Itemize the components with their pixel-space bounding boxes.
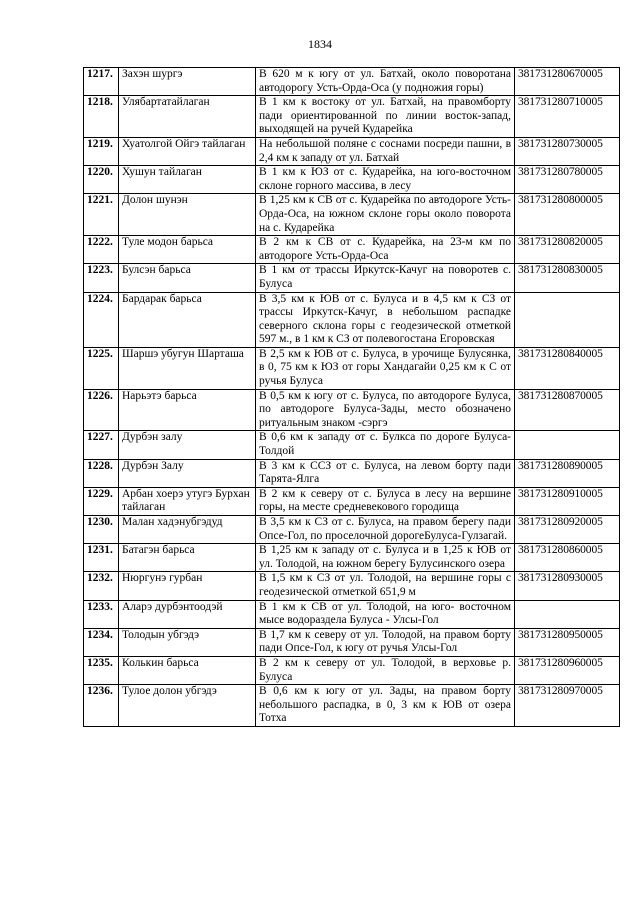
- registry-code: 381731280820005: [515, 236, 620, 264]
- registry-code: [515, 431, 620, 459]
- monument-location: На небольшой поляне с соснами посреди пашни, в 2,4 км к западу от ул. Батхай: [256, 137, 515, 165]
- monument-name: Колькин барьса: [119, 656, 256, 684]
- monument-name: Хуатолгой Ойгэ тайлаган: [119, 137, 256, 165]
- registry-code: 381731280910005: [515, 487, 620, 515]
- table-row: [84, 194, 620, 236]
- monument-location: В 2 км к северу от с. Булуса в лесу на вершине горы, на месте средневекового городища: [256, 487, 515, 515]
- registry-code: 381731280930005: [515, 572, 620, 600]
- monument-location: В 2 км к северу от ул. Толодой, в верховье р. Булуса: [256, 656, 515, 684]
- table-row: [84, 516, 620, 544]
- monument-location: В 0,5 км к югу от с. Булуса, по автодороге Булуса, по автодороге Булуса-Зады, место обозначено ритуальным знаком -сэргэ: [256, 389, 515, 431]
- table-row: [84, 292, 620, 347]
- monument-name: Батагэн барьса: [119, 544, 256, 572]
- registry-code: 381731280860005: [515, 544, 620, 572]
- row-number: 1221.: [84, 194, 119, 236]
- row-number: 1226.: [84, 389, 119, 431]
- table-body: [84, 68, 620, 727]
- table-row: [84, 166, 620, 194]
- table-row: [84, 459, 620, 487]
- table-row: [84, 572, 620, 600]
- registry-code: [515, 292, 620, 347]
- registry-code: 381731280920005: [515, 516, 620, 544]
- monument-location: В 1,7 км к северу от ул. Толодой, на правом борту пади Опсе-Гол, к югу от ручья Улсы-Гол: [256, 628, 515, 656]
- monument-name: Дурбэн залу: [119, 431, 256, 459]
- monument-location: В 620 м к югу от ул. Батхай, около поворотана автодорогу Усть-Орда-Оса (у подножия горы): [256, 68, 515, 96]
- monument-location: В 1 км к ЮЗ от с. Кударейка, на юго-восточном склоне горного массива, в лесу: [256, 166, 515, 194]
- monument-name: Долон шунэн: [119, 194, 256, 236]
- table-row: [84, 96, 620, 138]
- monument-location: В 2 км к СВ от с. Кударейка, на 23-м км по автодороге Усть-Орда-Оса: [256, 236, 515, 264]
- row-number: 1231.: [84, 544, 119, 572]
- table-row: [84, 236, 620, 264]
- registry-code: 381731280890005: [515, 459, 620, 487]
- monument-name: Аларэ дурбэнтоодэй: [119, 600, 256, 628]
- monument-name: Булсэн барьса: [119, 264, 256, 292]
- row-number: 1219.: [84, 137, 119, 165]
- monument-location: В 0,6 км к югу от ул. Зады, на правом борту небольшого распадка, в 0, 3 км к ЮВ от озера Тотха: [256, 685, 515, 727]
- registry-code: 381731280830005: [515, 264, 620, 292]
- row-number: 1228.: [84, 459, 119, 487]
- table-row: [84, 628, 620, 656]
- registry-code: 381731280780005: [515, 166, 620, 194]
- monument-location: В 2,5 км к ЮВ от с. Булуса, в урочище Булусянка, в 0, 75 км к ЮЗ от горы Хандагайи 0,25 км к С от ручья Булуса: [256, 347, 515, 389]
- registry-code: 381731280840005: [515, 347, 620, 389]
- monument-name: Захэн шургэ: [119, 68, 256, 96]
- row-number: 1227.: [84, 431, 119, 459]
- registry-code: 381731280870005: [515, 389, 620, 431]
- table-row: [84, 137, 620, 165]
- monument-location: В 3,5 км к СЗ от с. Булуса, на правом берегу пади Опсе-Гол, по проселочной дорогеБулуса-Гулзагай.: [256, 516, 515, 544]
- table-row: [84, 685, 620, 727]
- monument-name: Туле модон барьса: [119, 236, 256, 264]
- row-number: 1218.: [84, 96, 119, 138]
- monument-name: Бардарак барьса: [119, 292, 256, 347]
- row-number: 1232.: [84, 572, 119, 600]
- table-row: [84, 431, 620, 459]
- registry-code: 381731280710005: [515, 96, 620, 138]
- table-row: [84, 347, 620, 389]
- row-number: 1229.: [84, 487, 119, 515]
- table-row: [84, 656, 620, 684]
- registry-code: 381731280950005: [515, 628, 620, 656]
- registry-code: 381731280800005: [515, 194, 620, 236]
- monument-name: Тулое долон убгэдэ: [119, 685, 256, 727]
- row-number: 1223.: [84, 264, 119, 292]
- monument-registry-table: [83, 67, 620, 727]
- monument-name: Дурбэн Залу: [119, 459, 256, 487]
- row-number: 1236.: [84, 685, 119, 727]
- row-number: 1234.: [84, 628, 119, 656]
- monument-name: Нарьэтэ барьса: [119, 389, 256, 431]
- monument-name: Улябартатайлаган: [119, 96, 256, 138]
- table-row: [84, 600, 620, 628]
- monument-name: Малан хадэнубгэдуд: [119, 516, 256, 544]
- monument-location: В 1 км от трассы Иркутск-Качуг на поворотев с. Булуса: [256, 264, 515, 292]
- monument-name: Толодын убгэдэ: [119, 628, 256, 656]
- monument-location: В 3,5 км к ЮВ от с. Булуса и в 4,5 км к СЗ от трассы Иркутск-Качуг, в небольшом распадке северного склона горы с геодезической отметкой 597 м., в 1 км к СЗ от полевогостана Егоровская: [256, 292, 515, 347]
- monument-name: Хушун тайлаган: [119, 166, 256, 194]
- table-row: [84, 264, 620, 292]
- row-number: 1220.: [84, 166, 119, 194]
- row-number: 1217.: [84, 68, 119, 96]
- monument-location: В 1 км к СВ от ул. Толодой, на юго- восточном мысе водораздела Булуса - Улсы-Гол: [256, 600, 515, 628]
- registry-code: 381731280960005: [515, 656, 620, 684]
- monument-location: В 0,6 км к западу от с. Булкса по дороге Булуса-Толдой: [256, 431, 515, 459]
- table-row: [84, 544, 620, 572]
- monument-location: В 1 км к востоку от ул. Батхай, на правомборту пади ориентированной по линии восток-запад, выходящей на ручей Кударейка: [256, 96, 515, 138]
- table-row: [84, 68, 620, 96]
- monument-location: В 3 км к ССЗ от с. Булуса, на левом борту пади Тарята-Ялга: [256, 459, 515, 487]
- row-number: 1222.: [84, 236, 119, 264]
- monument-name: Арбан хоерэ утугэ Бурхан тайлаган: [119, 487, 256, 515]
- registry-code: 381731280670005: [515, 68, 620, 96]
- table-row: [84, 487, 620, 515]
- row-number: 1233.: [84, 600, 119, 628]
- monument-location: В 1,5 км к СЗ от ул. Толодой, на вершине горы с геодезической отметкой 651,9 м: [256, 572, 515, 600]
- registry-code: 381731280730005: [515, 137, 620, 165]
- table-row: [84, 389, 620, 431]
- monument-location: В 1,25 км к западу от с. Булуса и в 1,25 к ЮВ от ул. Толодой, на южном берегу Булусинского озера: [256, 544, 515, 572]
- row-number: 1225.: [84, 347, 119, 389]
- monument-name: Нюргунэ гурбан: [119, 572, 256, 600]
- row-number: 1224.: [84, 292, 119, 347]
- monument-location: В 1,25 км к СВ от с. Кударейка по автодороге Усть-Орда-Оса, на южном склоне горы около поворота на с. Кударейка: [256, 194, 515, 236]
- row-number: 1230.: [84, 516, 119, 544]
- registry-code: [515, 600, 620, 628]
- page-number: 1834: [308, 37, 332, 51]
- row-number: 1235.: [84, 656, 119, 684]
- monument-name: Шаршэ убугун Шарташа: [119, 347, 256, 389]
- registry-code: 381731280970005: [515, 685, 620, 727]
